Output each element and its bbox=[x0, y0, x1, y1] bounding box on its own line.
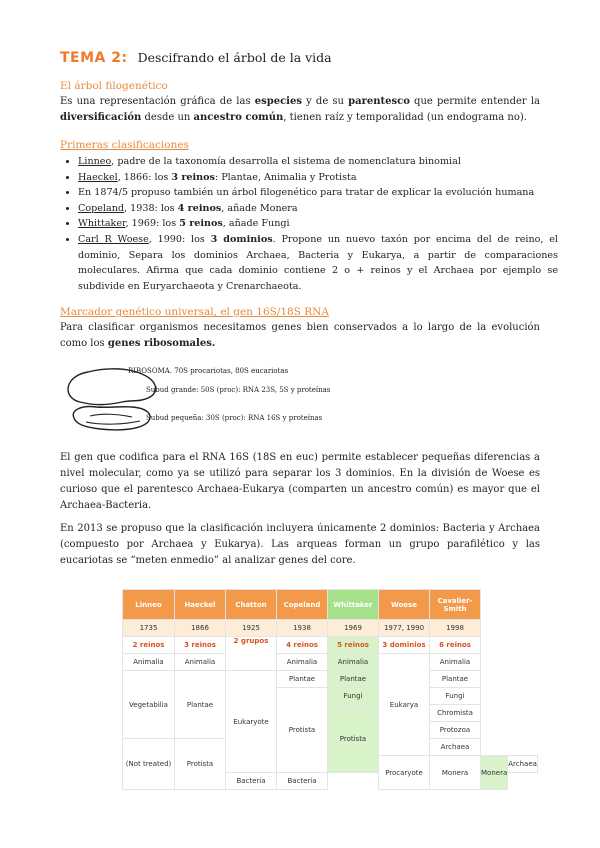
table-cell: Eukaryote bbox=[226, 671, 277, 773]
author: Linneo bbox=[78, 156, 112, 167]
count-cell: 3 dominios bbox=[379, 637, 430, 654]
classification-list bbox=[60, 154, 558, 294]
topic-label: TEMA 2: bbox=[60, 50, 128, 66]
count-cell: 5 reinos bbox=[328, 637, 379, 654]
author: Whittaker bbox=[78, 218, 126, 230]
bold-term: diversificación bbox=[60, 112, 142, 123]
year-cell: 1735 bbox=[123, 620, 175, 637]
list-item bbox=[78, 232, 558, 294]
col-header: Chatton bbox=[226, 590, 277, 620]
paragraph-2013: En 2013 se propuso que la clasificación incluyera únicamente 2 dominios: Bacteria y Archaea (compuesto por Archaea y Eukarya). Las arqueas forman un grupo parafilético y las eucariotas se “meten enmedio” al analizar genes del core. bbox=[60, 523, 540, 566]
table-cell: Bacteria bbox=[277, 773, 328, 790]
table-cell: Monera bbox=[481, 756, 508, 790]
year-cell: 1938 bbox=[277, 620, 328, 637]
text: Para clasificar organismos necesitamos genes bien conservados a lo largo de la evolución como los bbox=[60, 322, 540, 349]
col-header: Haeckel bbox=[175, 590, 226, 620]
year-cell: 1977, 1990 bbox=[379, 620, 430, 637]
col-header: Cavalier-Smith bbox=[430, 590, 481, 620]
text: y de su bbox=[301, 96, 349, 107]
text: desde un bbox=[141, 112, 194, 123]
section-heading-clasificaciones: Primeras clasificaciones bbox=[60, 139, 189, 151]
text: Es una representación gráfica de las bbox=[60, 96, 255, 107]
text: , añade Monera bbox=[221, 202, 298, 214]
table-cell: Plantae bbox=[328, 671, 379, 688]
text: que permite entender la bbox=[409, 96, 540, 107]
count-cell: 6 reinos bbox=[430, 637, 481, 654]
table-cell: Plantae bbox=[175, 671, 226, 739]
text: , padre de la taxonomía desarrolla el sistema de nomenclatura binomial bbox=[111, 156, 461, 167]
table-cell: Procaryote bbox=[379, 756, 430, 790]
col-header: Copeland bbox=[277, 590, 328, 620]
small-subunit-label: Subud pequeña: 30S (proc): RNA 16S y proteínas bbox=[146, 414, 323, 422]
author: Carl R Woese bbox=[78, 233, 149, 245]
table-cell: Vegetabilia bbox=[123, 671, 175, 739]
bold-term: ancestro común bbox=[193, 112, 284, 123]
ribosome-label: RIBOSOMA. 70S procariotas, 80S eucariotas bbox=[128, 367, 289, 375]
table-cell: Plantae bbox=[430, 671, 481, 688]
text: , 1990: los bbox=[148, 233, 211, 245]
year-cell: 1866 bbox=[175, 620, 226, 637]
table-cell: Animalia bbox=[328, 654, 379, 671]
table-cell: Monera bbox=[430, 756, 481, 790]
bold-term: 3 dominios bbox=[210, 233, 273, 245]
table-cell: Eukarya bbox=[379, 654, 430, 756]
text: , tienen raíz y temporalidad (un endograma no). bbox=[283, 112, 527, 123]
table-cell: Archaea bbox=[508, 756, 538, 773]
count-cell: 2 grupos bbox=[226, 637, 277, 671]
text: . Propone un nuevo taxón por encima del de reino, el dominio, Separa los dominios Archaea, Bacteria y Eukarya, a partir de comparaciones moleculares. Afirma que cada dominio contiene 2 o + reinos y el Archaea por ejemplo se subdivide en Euryarchaeota y Crenarchaeota. bbox=[78, 233, 558, 292]
table-cell: Protozoa bbox=[430, 722, 481, 739]
table-cell: Animalia bbox=[175, 654, 226, 671]
col-header: Linneo bbox=[123, 590, 175, 620]
list-item bbox=[78, 185, 558, 201]
table-row-counts bbox=[123, 637, 538, 654]
table-cell: Plantae bbox=[277, 671, 328, 688]
table-row bbox=[123, 671, 538, 688]
table-cell: Archaea bbox=[430, 739, 481, 756]
large-subunit-label: Subud grande: 50S (proc): RNA 23S, 5S y proteínas bbox=[146, 386, 331, 394]
year-cell: 1925 bbox=[226, 620, 277, 637]
table-cell: Chromista bbox=[430, 705, 481, 722]
count-cell: 3 reinos bbox=[175, 637, 226, 654]
text: , 1866: los bbox=[117, 171, 172, 183]
table-cell: Animalia bbox=[123, 654, 175, 671]
text: , 1969: los bbox=[125, 218, 180, 230]
author: Copeland bbox=[78, 202, 125, 214]
page-title: Descifrando el árbol de la vida bbox=[137, 50, 332, 65]
author: Haeckel bbox=[78, 171, 118, 183]
bold-term: parentesco bbox=[348, 96, 410, 107]
list-item bbox=[78, 216, 558, 232]
paragraph-16s: El gen que codifica para el RNA 16S (18S en euc) permite establecer pequeñas diferencias a nivel molecular, como ya se utilizó para separar los 3 dominios. En la división de Woese es curioso que el parentesco Archaea-Eukarya (comparten un ancestro común) es mayor que el Archaea-Bacteria. bbox=[60, 452, 540, 511]
list-item bbox=[78, 154, 558, 170]
year-cell: 1998 bbox=[430, 620, 481, 637]
text: : Plantae, Animalia y Protista bbox=[214, 171, 357, 183]
bold-term: 4 reinos bbox=[177, 202, 222, 214]
classification-table bbox=[122, 589, 538, 790]
table-cell: Protista bbox=[175, 739, 226, 790]
table-cell: Bacteria bbox=[226, 773, 277, 790]
section-heading-marcador: Marcador genético universal, el gen 16S/18S RNA bbox=[60, 306, 329, 318]
bold-term: 3 reinos bbox=[171, 171, 215, 183]
bold-term: 5 reinos bbox=[179, 218, 223, 230]
section-heading-arbol: El árbol filogenético bbox=[60, 80, 168, 92]
list-item bbox=[78, 201, 558, 217]
table-cell: Protista bbox=[277, 688, 328, 773]
year-cell: 1969 bbox=[328, 620, 379, 637]
table-cell: Fungi bbox=[430, 688, 481, 705]
table-cell: Protista bbox=[328, 705, 379, 773]
table-cell: Fungi bbox=[328, 688, 379, 705]
count-cell: 2 reinos bbox=[123, 637, 175, 654]
bold-term: especies bbox=[254, 96, 302, 107]
table-row-years bbox=[123, 620, 538, 637]
col-header: Woese bbox=[379, 590, 430, 620]
title-row bbox=[60, 50, 332, 66]
table-cell: (Not treated) bbox=[123, 739, 175, 790]
bold-term: genes ribosomales. bbox=[107, 338, 216, 349]
table-row bbox=[123, 654, 538, 671]
table-header-row bbox=[123, 590, 538, 620]
list-item bbox=[78, 170, 558, 186]
text: En 1874/5 propuso también un árbol filogenético para tratar de explicar la evolución humana bbox=[78, 187, 535, 199]
count-cell: 4 reinos bbox=[277, 637, 328, 654]
text: , 1938: los bbox=[124, 202, 178, 214]
text: , añade Fungi bbox=[222, 218, 290, 230]
col-header: Whittaker bbox=[328, 590, 379, 620]
paragraph-definition bbox=[60, 94, 540, 126]
paragraph-genes bbox=[60, 320, 540, 352]
table-cell: Animalia bbox=[277, 654, 328, 671]
table-cell: Animalia bbox=[430, 654, 481, 671]
